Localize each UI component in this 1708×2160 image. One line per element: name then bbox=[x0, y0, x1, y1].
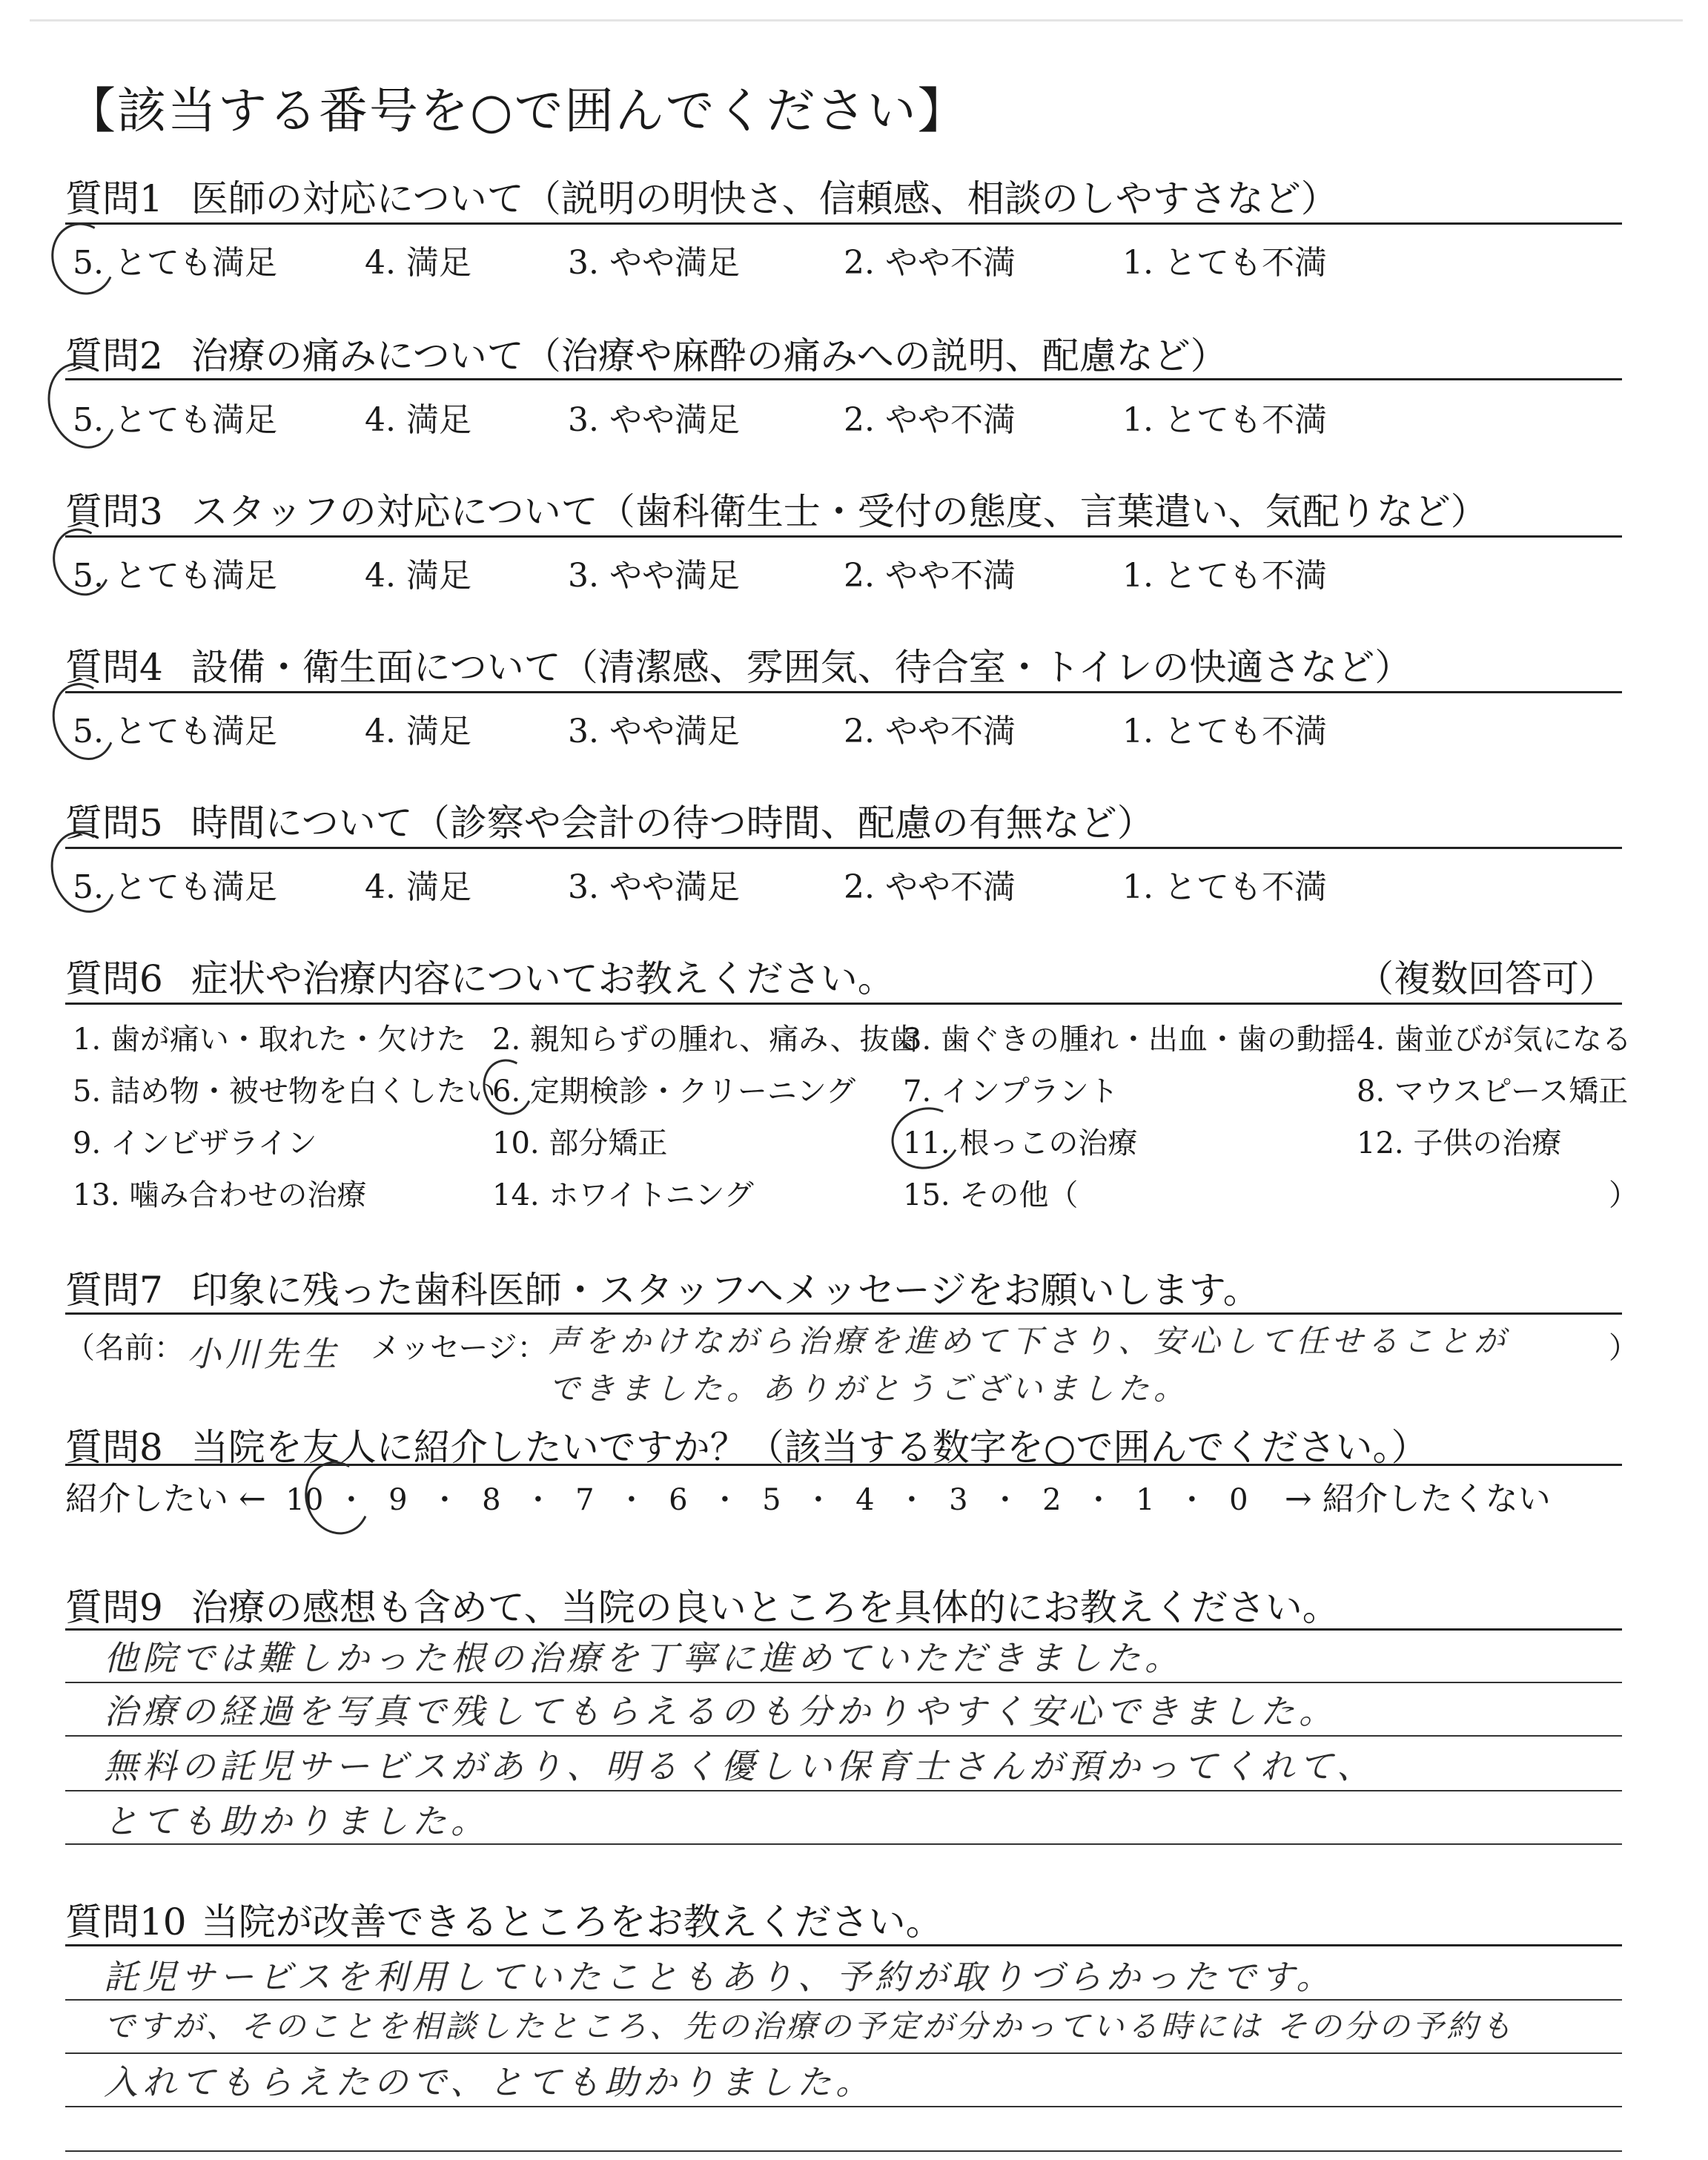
symptom-15-close: ） bbox=[1609, 1178, 1638, 1212]
question-rule bbox=[65, 222, 1622, 225]
message-close: ） bbox=[1609, 1331, 1638, 1365]
writing-line bbox=[65, 1682, 1622, 1683]
question-text: 当院が改善できるところをお教えください。 bbox=[201, 1900, 943, 1943]
writing-line bbox=[65, 1735, 1622, 1737]
rating-options-q1 bbox=[0, 236, 1708, 280]
writing-line bbox=[65, 2150, 1622, 2152]
symptom-13[interactable]: 13. 噛み合わせの治療 bbox=[73, 1178, 367, 1212]
question-number: 質問5 bbox=[65, 802, 163, 845]
symptom-15[interactable]: 15. その他（ bbox=[903, 1178, 1079, 1212]
scale-0[interactable]: 0 bbox=[1229, 1483, 1248, 1517]
writing-line bbox=[65, 2052, 1622, 2054]
scale-dot: ・ bbox=[1083, 1483, 1113, 1517]
question-rule bbox=[65, 535, 1622, 538]
scale-10[interactable]: 10 bbox=[285, 1483, 324, 1517]
option-4[interactable]: 4. 満足 bbox=[365, 713, 471, 750]
option-3[interactable]: 3. やや満足 bbox=[568, 401, 740, 439]
option-3[interactable]: 3. やや満足 bbox=[568, 713, 740, 750]
writing-line bbox=[65, 1999, 1622, 2001]
option-1[interactable]: 1. とても不満 bbox=[1122, 713, 1327, 750]
option-1[interactable]: 1. とても不満 bbox=[1122, 557, 1327, 595]
symptom-2[interactable]: 2. 親知らずの腫れ、痛み、抜歯 bbox=[492, 1023, 919, 1057]
question-4 bbox=[65, 638, 1411, 691]
option-5[interactable]: 5. とても満足 bbox=[73, 401, 277, 439]
good-points-line-3: 無料の託児サービスがあり、明るく優しい保育士さんが預かってくれて、 bbox=[104, 1746, 1376, 1786]
scale-dot: ・ bbox=[896, 1483, 927, 1517]
scale-3[interactable]: 3 bbox=[949, 1483, 968, 1517]
question-text: スタッフの対応について（歯科衛生士・受付の態度、言葉遣い、気配りなど） bbox=[191, 490, 1488, 533]
question-rule bbox=[65, 1464, 1622, 1466]
option-5[interactable]: 5. とても満足 bbox=[73, 868, 277, 906]
question-rule bbox=[65, 1944, 1622, 1946]
question-1 bbox=[65, 169, 1338, 222]
improvements-line-1: 託児サービスを利用していたこともあり、予約が取りづらかったです。 bbox=[104, 1957, 1335, 1997]
question-rule bbox=[65, 691, 1622, 693]
recommend-right-label: → 紹介したくない bbox=[1284, 1480, 1551, 1518]
option-4[interactable]: 4. 満足 bbox=[365, 868, 471, 906]
question-text: 時間について（診察や会計の待つ時間、配慮の有無など） bbox=[191, 802, 1154, 845]
question-text: 治療の感想も含めて、当院の良いところを具体的にお教えください。 bbox=[191, 1586, 1340, 1629]
handwritten-message-line-1: 声をかけながら治療を進めて下さり、安心して任せることが bbox=[549, 1323, 1510, 1359]
question-number: 質問8 bbox=[65, 1426, 163, 1469]
question-number: 質問6 bbox=[65, 957, 163, 1000]
writing-line bbox=[65, 1843, 1622, 1845]
option-3[interactable]: 3. やや満足 bbox=[568, 557, 740, 595]
scale-dot: ・ bbox=[990, 1483, 1020, 1517]
improvements-line-2: ですが、そのことを相談したところ、先の治療の予定が分かっている時には その分の予約も bbox=[104, 2008, 1515, 2044]
page-title: 【該当する番号を○で囲んでください】 bbox=[67, 82, 968, 139]
scale-4[interactable]: 4 bbox=[855, 1483, 875, 1517]
option-4[interactable]: 4. 満足 bbox=[365, 401, 471, 439]
option-4[interactable]: 4. 満足 bbox=[365, 557, 471, 595]
scale-2[interactable]: 2 bbox=[1042, 1483, 1062, 1517]
question-3 bbox=[65, 482, 1488, 535]
symptom-3[interactable]: 3. 歯ぐきの腫れ・出血・歯の動揺 bbox=[903, 1023, 1356, 1057]
question-10 bbox=[65, 1892, 943, 1946]
improvements-line-3: 入れてもらえたので、とても助かりました。 bbox=[104, 2062, 875, 2102]
question-number: 質問9 bbox=[65, 1586, 163, 1629]
question-number: 質問3 bbox=[65, 490, 163, 533]
rating-options-q2 bbox=[0, 393, 1708, 437]
option-2[interactable]: 2. やや不満 bbox=[844, 244, 1016, 282]
question-rule bbox=[65, 378, 1622, 380]
multiple-answer-note: （複数回答可） bbox=[1357, 957, 1616, 1000]
symptom-8[interactable]: 8. マウスピース矯正 bbox=[1357, 1074, 1629, 1109]
question-6 bbox=[65, 949, 895, 1003]
symptom-6[interactable]: 6. 定期検診・クリーニング bbox=[492, 1074, 856, 1109]
question-text: 当院を友人に紹介したいですか？（該当する数字を○で囲んでください。） bbox=[191, 1426, 1429, 1469]
option-1[interactable]: 1. とても不満 bbox=[1122, 401, 1327, 439]
question-rule bbox=[65, 1628, 1622, 1631]
symptom-9[interactable]: 9. インビザライン bbox=[73, 1126, 317, 1160]
question-number: 質問2 bbox=[65, 334, 163, 377]
option-2[interactable]: 2. やや不満 bbox=[844, 868, 1016, 906]
symptom-14[interactable]: 14. ホワイトニング bbox=[492, 1178, 754, 1212]
hand-circle-mark bbox=[884, 1098, 969, 1178]
symptom-11[interactable]: 11. 根っこの治療 bbox=[903, 1126, 1138, 1160]
option-1[interactable]: 1. とても不満 bbox=[1122, 868, 1327, 906]
writing-line bbox=[65, 2106, 1622, 2107]
question-text: 設備・衛生面について（清潔感、雰囲気、待合室・トイレの快適さなど） bbox=[191, 646, 1412, 689]
rating-options-q4 bbox=[0, 704, 1708, 749]
message-label: メッセージ： bbox=[371, 1331, 547, 1365]
question-number: 質問7 bbox=[65, 1269, 163, 1312]
option-2[interactable]: 2. やや不満 bbox=[844, 557, 1016, 595]
recommend-scale bbox=[65, 1472, 1551, 1519]
question-2 bbox=[65, 326, 1228, 380]
question-text: 医師の対応について（説明の明快さ、信頼感、相談のしやすさなど） bbox=[191, 177, 1338, 220]
question-9 bbox=[65, 1578, 1340, 1631]
option-5[interactable]: 5. とても満足 bbox=[73, 557, 277, 595]
question-rule bbox=[65, 1003, 1622, 1005]
handwritten-message-line-2: できました。ありがとうございました。 bbox=[549, 1370, 1190, 1407]
hand-circle-mark bbox=[42, 214, 124, 303]
question-text: 印象に残った歯科医師・スタッフへメッセージをお願いします。 bbox=[191, 1269, 1260, 1312]
rating-options-q3 bbox=[0, 549, 1708, 593]
scale-dot: ・ bbox=[429, 1483, 460, 1517]
scale-8[interactable]: 8 bbox=[482, 1483, 501, 1517]
hand-circle-mark bbox=[476, 1053, 540, 1122]
option-2[interactable]: 2. やや不満 bbox=[844, 401, 1016, 439]
scale-6[interactable]: 6 bbox=[669, 1483, 688, 1517]
rating-options-q5 bbox=[0, 860, 1708, 905]
scale-dot: ・ bbox=[1176, 1483, 1207, 1517]
scale-1[interactable]: 1 bbox=[1136, 1483, 1155, 1517]
scale-dot: ・ bbox=[523, 1483, 553, 1517]
question-text: 治療の痛みについて（治療や麻酔の痛みへの説明、配慮など） bbox=[191, 334, 1228, 377]
option-4[interactable]: 4. 満足 bbox=[365, 244, 471, 282]
question-rule bbox=[65, 847, 1622, 849]
option-5[interactable]: 5. とても満足 bbox=[73, 244, 277, 282]
good-points-line-1: 他院では難しかった根の治療を丁寧に進めていただきました。 bbox=[104, 1638, 1183, 1678]
name-label: （名前： bbox=[65, 1331, 184, 1365]
option-3[interactable]: 3. やや満足 bbox=[568, 244, 740, 282]
option-2[interactable]: 2. やや不満 bbox=[844, 713, 1016, 750]
question-number: 質問10 bbox=[65, 1900, 187, 1943]
scale-dot: ・ bbox=[336, 1483, 366, 1517]
handwritten-name: 小川先生 bbox=[187, 1334, 341, 1374]
option-1[interactable]: 1. とても不満 bbox=[1122, 244, 1327, 282]
top-border bbox=[30, 19, 1683, 22]
scale-5[interactable]: 5 bbox=[762, 1483, 781, 1517]
question-number: 質問4 bbox=[65, 646, 163, 689]
scale-dot: ・ bbox=[709, 1483, 740, 1517]
symptom-4[interactable]: 4. 歯並びが気になる bbox=[1357, 1023, 1632, 1057]
recommend-left-label: 紹介したい ← bbox=[65, 1480, 266, 1518]
question-text: 症状や治療内容についてお教えください。 bbox=[191, 957, 895, 1000]
question-rule bbox=[65, 1312, 1622, 1315]
good-points-line-4: とても助かりました。 bbox=[104, 1801, 489, 1841]
symptom-12[interactable]: 12. 子供の治療 bbox=[1357, 1126, 1562, 1160]
symptom-1[interactable]: 1. 歯が痛い・取れた・欠けた bbox=[73, 1023, 466, 1057]
scale-9[interactable]: 9 bbox=[388, 1483, 408, 1517]
scale-dot: ・ bbox=[803, 1483, 833, 1517]
option-3[interactable]: 3. やや満足 bbox=[568, 868, 740, 906]
option-5[interactable]: 5. とても満足 bbox=[73, 713, 277, 750]
question-7 bbox=[65, 1261, 1260, 1314]
question-number: 質問1 bbox=[65, 177, 163, 220]
symptom-10[interactable]: 10. 部分矯正 bbox=[492, 1126, 668, 1160]
good-points-line-2: 治療の経過を写真で残してもらえるのも分かりやすく安心できました。 bbox=[104, 1691, 1337, 1731]
symptom-7[interactable]: 7. インプラント bbox=[903, 1074, 1119, 1109]
scale-dot: ・ bbox=[616, 1483, 646, 1517]
scale-7[interactable]: 7 bbox=[575, 1483, 595, 1517]
symptom-5[interactable]: 5. 詰め物・被せ物を白くしたい bbox=[73, 1074, 496, 1109]
question-5 bbox=[65, 793, 1154, 847]
writing-line bbox=[65, 1790, 1622, 1791]
